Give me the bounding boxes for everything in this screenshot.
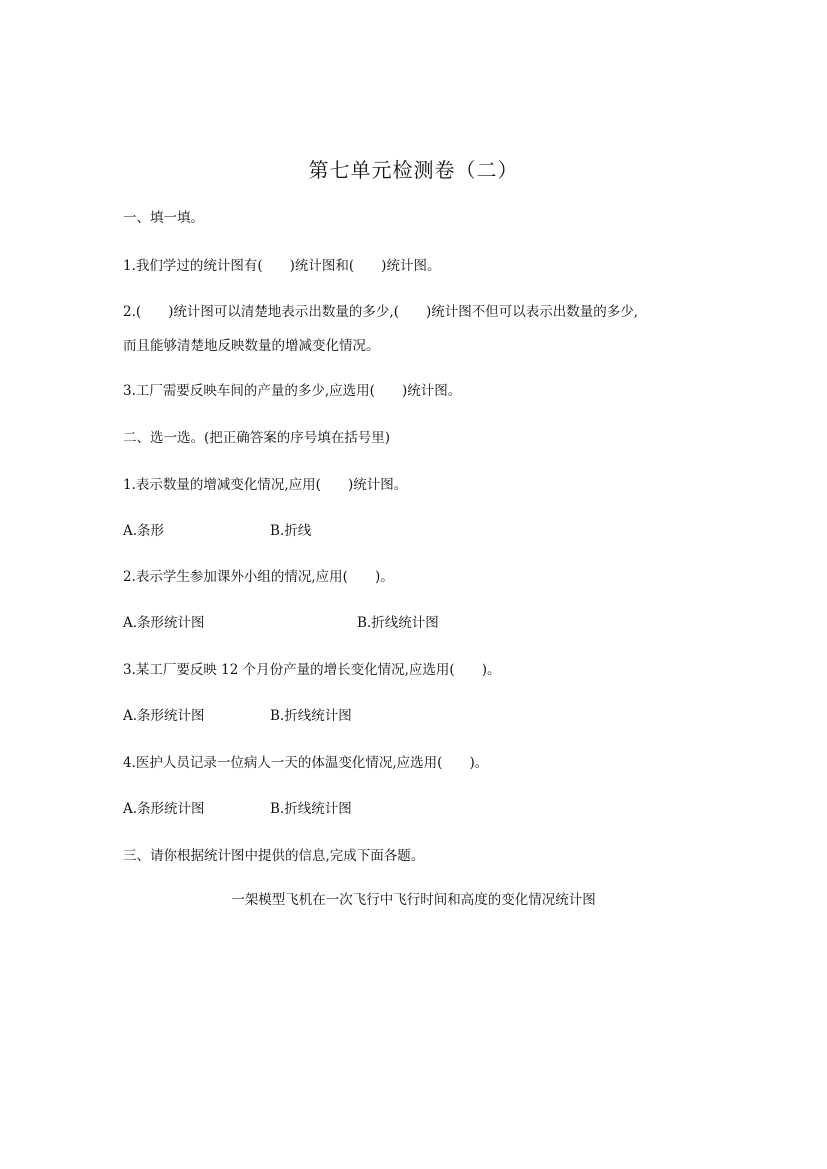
section1-question-2-line2: 而且能够清楚地反映数量的增减变化情况。 <box>123 338 380 354</box>
section2-question-1: 1.表示数量的增减变化情况,应用( )统计图。 <box>123 477 408 493</box>
section1-question-3: 3.工厂需要反映车间的产量的多少,应选用( )统计图。 <box>123 383 462 399</box>
section1-question-2-line1: 2.( )统计图可以清楚地表示出数量的多少,( )统计图不但可以表示出数量的多少, <box>123 304 639 320</box>
section2-heading: 二、选一选。(把正确答案的序号填在括号里) <box>123 430 391 446</box>
chart-caption: 一架模型飞机在一次飞行中飞行时间和高度的变化情况统计图 <box>231 892 596 908</box>
section2-question-2: 2.表示学生参加课外小组的情况,应用( )。 <box>123 569 394 585</box>
section1-question-1: 1.我们学过的统计图有( )统计图和( )统计图。 <box>123 258 441 274</box>
section2-question-4: 4.医护人员记录一位病人一天的体温变化情况,应选用( )。 <box>123 755 489 771</box>
section3-heading: 三、请你根据统计图中提供的信息,完成下面各题。 <box>123 848 425 864</box>
section2-q3-option-a: A.条形统计图 <box>123 708 205 724</box>
section2-q1-option-a: A.条形 <box>123 523 165 539</box>
section2-q1-option-b: B.折线 <box>270 523 312 539</box>
section2-q4-option-a: A.条形统计图 <box>123 801 205 817</box>
section2-q4-option-b: B.折线统计图 <box>270 801 352 817</box>
section2-question-3: 3.某工厂要反映 12 个月份产量的增长变化情况,应选用( )。 <box>123 662 501 678</box>
page-title: 第七单元检测卷（二） <box>308 158 519 182</box>
section1-heading: 一、填一填。 <box>123 210 204 226</box>
section2-q2-option-a: A.条形统计图 <box>123 615 205 631</box>
section2-q3-option-b: B.折线统计图 <box>270 708 352 724</box>
section2-q2-option-b: B.折线统计图 <box>357 615 439 631</box>
